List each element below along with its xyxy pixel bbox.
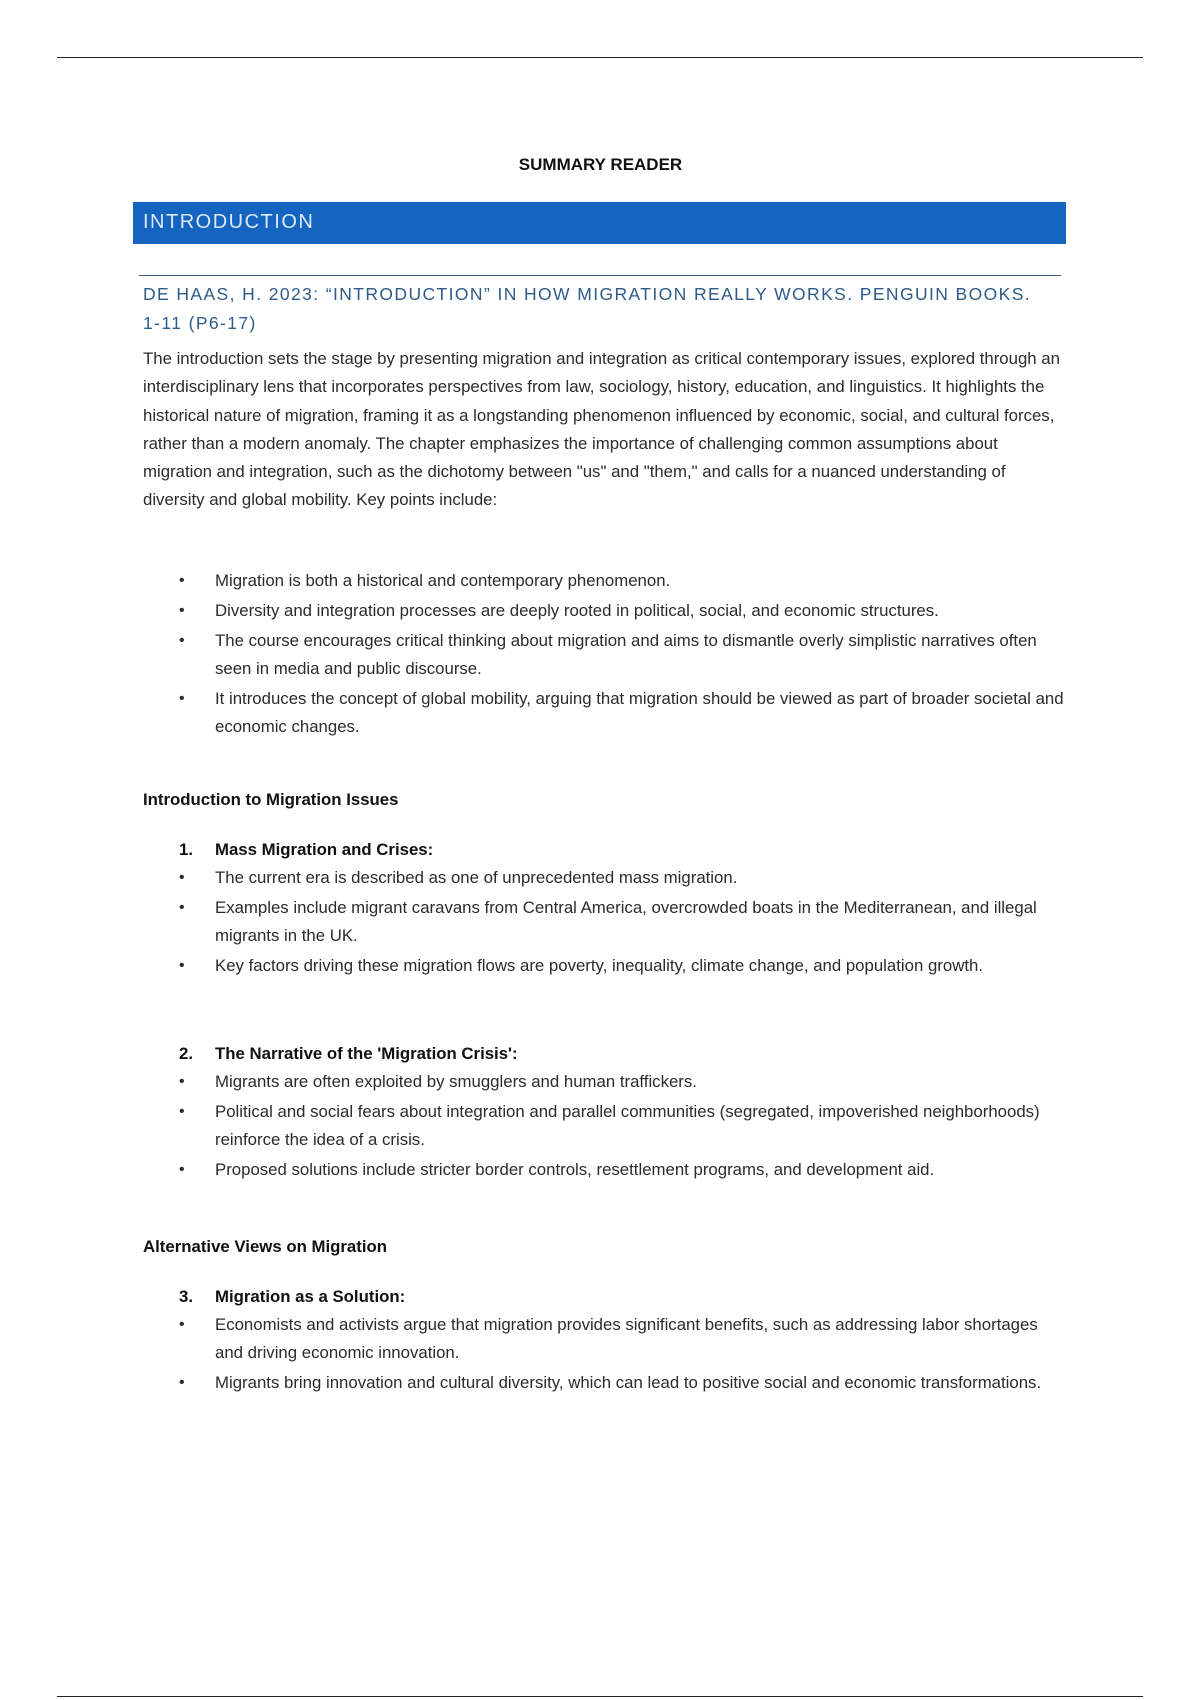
bullet-icon: • [179,632,185,649]
list-item [133,627,1068,683]
item-number: 1. [179,840,193,859]
bullet-icon: • [179,1316,185,1333]
list-item-text: Migrants bring innovation and cultural diversity, which can lead to positive social and economic transformations. [215,1373,1042,1392]
numbered-heading-text: Mass Migration and Crises: [215,840,434,859]
source-heading-rule [139,275,1061,276]
list-item [133,1098,1068,1154]
list-item-text: Diversity and integration processes are deeply rooted in political, social, and economic structures. [215,601,939,620]
bullet-icon: • [179,869,185,886]
bullet-icon: • [179,572,185,589]
key-points-list [133,567,1068,743]
top-page-rule [57,57,1143,58]
list-item-text: It introduces the concept of global mobility, arguing that migration should be viewed as part of broader societal and economic changes. [215,689,1064,736]
list-item-text: The course encourages critical thinking about migration and aims to dismantle overly simplistic narratives often seen in media and public discourse. [215,631,1037,678]
bullet-icon: • [179,1161,185,1178]
list-item [133,1068,1068,1096]
list-item-text: Political and social fears about integration and parallel communities (segregated, impoverished neighborhoods) reinforce the idea of a crisis. [215,1102,1040,1149]
item-number: 3. [179,1287,193,1306]
list-item [133,685,1068,741]
bullet-icon: • [179,1374,185,1391]
numbered-section-3 [133,1283,1068,1399]
numbered-heading-text: The Narrative of the 'Migration Crisis': [215,1044,518,1063]
list-item [133,894,1068,950]
list-item [133,1311,1068,1367]
section-banner [133,202,1066,244]
bullet-icon: • [179,1073,185,1090]
list-item [133,1369,1068,1397]
numbered-heading [133,1283,1068,1311]
list-item-text: Examples include migrant caravans from Central America, overcrowded boats in the Mediterranean, and illegal migrants in the UK. [215,898,1037,945]
item-number: 2. [179,1044,193,1063]
list-item-text: Key factors driving these migration flows are poverty, inequality, climate change, and population growth. [215,956,983,975]
document-title: SUMMARY READER [518,155,683,174]
bottom-page-rule [57,1696,1143,1697]
numbered-section-1 [133,836,1068,982]
bullet-icon: • [179,899,185,916]
bullet-icon: • [179,690,185,707]
list-item-text: Migration is both a historical and contemporary phenomenon. [215,571,671,590]
bullet-icon: • [179,602,185,619]
bullet-icon: • [179,957,185,974]
intro-paragraph: The introduction sets the stage by presenting migration and integration as critical contemporary issues, explored through an interdisciplinary lens that incorporates perspectives from law, sociology, history, education, and linguistics. It highlights the historical nature of migration, framing it as a longstanding phenomenon influenced by economic, social, and cultural forces, rather than a modern anomaly. The chapter emphasizes the importance of challenging common assumptions about migration and integration, such as the dichotomy between "us" and "them," and calls for a nuanced understanding of diversity and global mobility. Key points include: [143,349,1060,510]
list-item [133,952,1068,980]
source-heading: DE HAAS, H. 2023: “INTRODUCTION” IN HOW MIGRATION REALLY WORKS. PENGUIN BOOKS. 1-11 (P6-17) [143,284,1032,333]
list-item-text: The current era is described as one of unprecedented mass migration. [215,868,738,887]
subsection-heading: Alternative Views on Migration [143,1237,387,1256]
section-banner-label: INTRODUCTION [143,211,315,233]
list-item-text: Economists and activists argue that migration provides significant benefits, such as addressing labor shortages and driving economic innovation. [215,1315,1038,1362]
numbered-section-2 [133,1040,1068,1186]
list-item [133,1156,1068,1184]
numbered-heading [133,1040,1068,1068]
numbered-heading-text: Migration as a Solution: [215,1287,406,1306]
numbered-heading [133,836,1068,864]
list-item [133,567,1068,595]
list-item [133,864,1068,892]
list-item-text: Proposed solutions include stricter border controls, resettlement programs, and development aid. [215,1160,935,1179]
bullet-icon: • [179,1103,185,1120]
subsection-heading: Introduction to Migration Issues [143,790,399,809]
list-item-text: Migrants are often exploited by smugglers and human traffickers. [215,1072,697,1091]
list-item [133,597,1068,625]
